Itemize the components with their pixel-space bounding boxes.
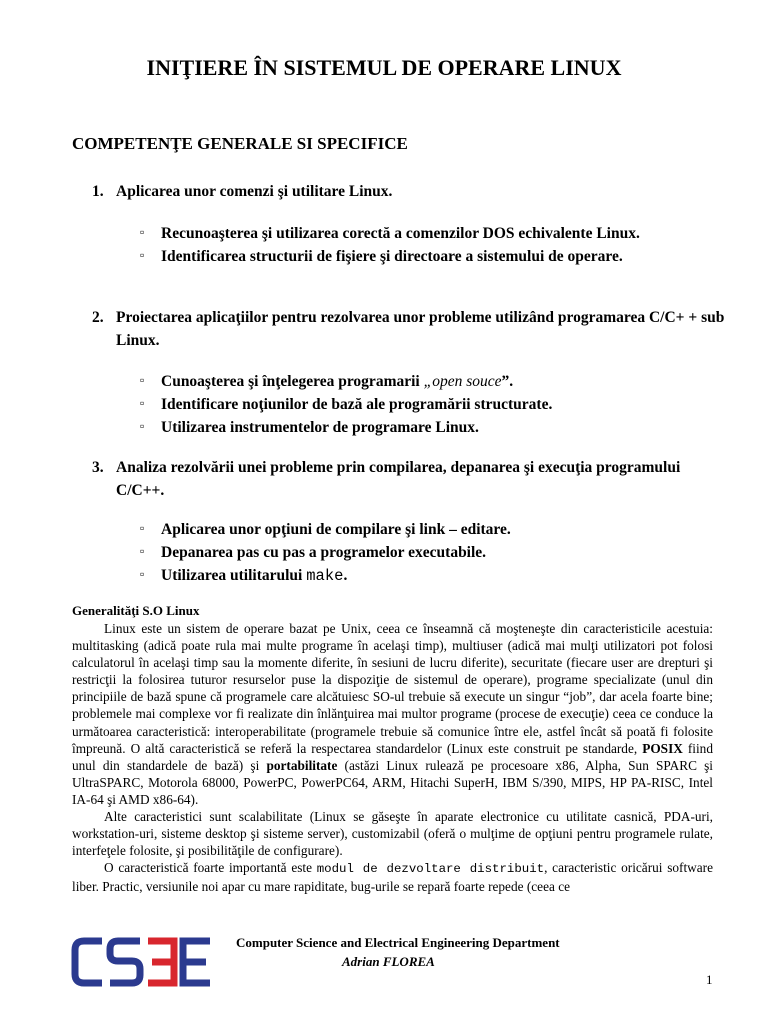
list-item [140, 564, 730, 588]
make-command: make [306, 567, 344, 585]
square-bullet-icon: ▫ [140, 373, 145, 387]
competence-text: Proiectarea aplicaţiilor pentru rezolvarea unor probleme utilizând programarea C/C+ + sub Linux. [116, 309, 725, 349]
square-bullet-icon: ▫ [140, 396, 145, 410]
bullet-text: Identificarea structurii de fişiere şi directoare a sistemului de operare. [161, 248, 623, 265]
distributed-development-term: modul de dezvoltare distribuit [316, 862, 545, 877]
competence-3-bullets [140, 518, 730, 588]
competence-1 [92, 180, 732, 203]
bullet-text: Cunoaşterea şi înţelegerea programarii [161, 373, 424, 390]
paragraph [72, 620, 713, 808]
square-bullet-icon: ▫ [140, 248, 145, 262]
list-item [140, 518, 730, 541]
competence-number: 3. [92, 459, 104, 476]
competence-number: 1. [92, 183, 104, 200]
bullet-text: Recunoaşterea şi utilizarea corectă a comenzilor DOS echivalente Linux. [161, 225, 640, 242]
competence-text: Analiza rezolvării unei probleme prin compilarea, depanarea şi execuţia programului C/C++. [116, 459, 681, 499]
logo-letter-s [110, 941, 140, 983]
square-bullet-icon: ▫ [140, 544, 145, 558]
open-source-term: „open souce [423, 373, 502, 390]
competence-2-bullets [140, 370, 730, 439]
bullet-text: Utilizarea utilitarului [161, 567, 307, 584]
document-title: INIŢIERE ÎN SISTEMUL DE OPERARE LINUX [146, 55, 622, 80]
paragraph-text: O caracteristică foarte importantă este [104, 860, 317, 876]
bullet-text: Depanarea pas cu pas a programelor executabile. [161, 544, 487, 561]
square-bullet-icon: ▫ [140, 567, 145, 581]
list-item [140, 370, 730, 393]
competence-1-bullets [140, 222, 730, 268]
general-heading: Generalităţi S.O Linux [72, 603, 200, 618]
paragraph [72, 859, 713, 895]
bullet-text-suffix: ”. [501, 373, 514, 390]
square-bullet-icon: ▫ [140, 419, 145, 433]
competence-3 [92, 456, 732, 502]
list-item [140, 393, 730, 416]
department-name: Computer Science and Electrical Engineering Department [236, 935, 560, 950]
cs3e-logo [70, 934, 216, 995]
competence-2 [92, 306, 732, 352]
paragraph-text: (astăzi Linux rulează pe procesoare x86, Alpha, Sun SPARC şi UltraSPARC, Motorola 68000, PowerPC, PowerPC64, ARM, Hitachi SuperH, IBM S/390, MIPS, HP PA-RISC, Intel IA-64 şi AMD x86-64). [72, 757, 713, 807]
bullet-text: Utilizarea instrumentelor de programare Linux. [161, 419, 479, 436]
paragraph-text: Linux este un sistem de operare bazat pe Unix, ceea ce înseamnă că moşteneşte din caracteristicile acestuia: multitasking (adică poate rula mai multe programe în acelaşi timp), multiuser (adică mai mulţi utilizatori pot folosi calculatorul în acelaşi timp sau la momente diferite, în sesiuni de lucru diferite), securitate (fiecare user are drepturi şi restricţii la folosirea tuturor resurselor puse la dispoziţie de sistemul de operare), programe specializate (unul din principiile de bază spune că programele care alcătuiesc SO-ul trebuie să execute un singur “job”, dar acela foarte bine; problemele mai complexe vor fi realizate din înlănţuirea mai multor programe (procese de execuţie) ceea ce conduce la următoarea caracteristică: interoperabilitate (programele trebuie să comunice între ele, astfel încât să poată fi folosite împreună. O altă caracteristică se referă la respectarea standardelor (Linux este construit pe standarde, [72, 621, 713, 756]
competence-number: 2. [92, 309, 104, 326]
square-bullet-icon: ▫ [140, 521, 145, 535]
portability-term: portabilitate [266, 757, 338, 773]
list-item [140, 222, 730, 245]
section-heading: COMPETENŢE GENERALE SI SPECIFICE [72, 134, 408, 153]
page-number: 1 [706, 972, 713, 987]
competence-text: Aplicarea unor comenzi şi utilitare Linux. [116, 183, 393, 200]
paragraph-text: , caracteristic oricărui software liber. Practic, versiunile noi apar cu mare rapiditate, bug-urile se repară foarte repede (ceea ce [72, 860, 714, 895]
general-body [72, 620, 713, 896]
paragraph: Alte caracteristici sunt scalabilitate (Linux se găseşte în aparate electronice cu utilitate casnică, PDA-uri, workstation-uri, sisteme desktop şi sisteme server), customizabil (oferă o mulţime de opţiuni pentru programele rulate, interfeţele folosite, şi posibilităţile de configurare). [72, 809, 713, 859]
list-item [140, 416, 730, 439]
list-item [140, 245, 730, 268]
logo-letter-c [75, 941, 102, 983]
paragraph-text: fiind unul din standardele de bază) şi [72, 740, 713, 773]
posix-term: POSIX [642, 740, 683, 756]
bullet-text: Aplicarea unor opţiuni de compilare şi link – editare. [161, 521, 511, 538]
bullet-text-suffix: . [343, 567, 348, 584]
logo-letter-e [183, 941, 210, 983]
square-bullet-icon: ▫ [140, 225, 145, 239]
logo-digit-3 [148, 941, 174, 983]
author-name: Adrian FLOREA [342, 954, 435, 969]
list-item [140, 541, 730, 564]
bullet-text: Identificare noţiunilor de bază ale programării structurate. [161, 396, 553, 413]
